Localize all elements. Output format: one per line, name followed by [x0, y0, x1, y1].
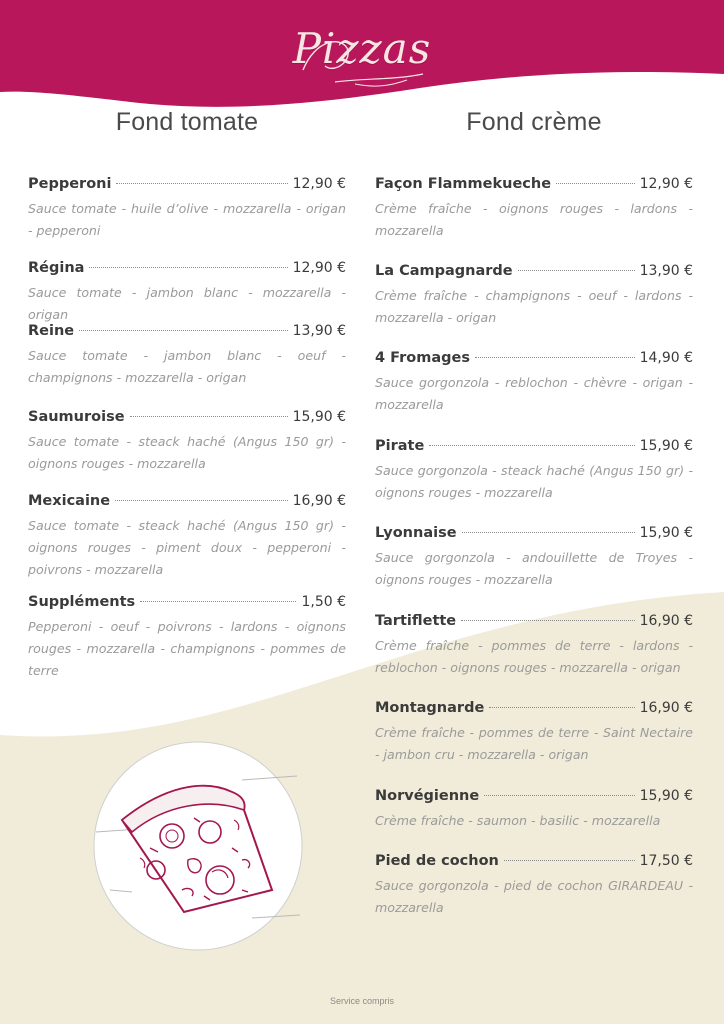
item-name: Tartiflette — [375, 613, 457, 629]
menu-item — [28, 594, 346, 682]
pizza-slice-illustration — [92, 740, 304, 952]
dot-leader — [130, 416, 288, 417]
menu-item — [28, 260, 346, 326]
item-price: 16,90 € — [639, 613, 693, 629]
item-description: Crème fraîche - pommes de terre - lardons - reblochon - oignons rouges - mozzarella - origan — [375, 638, 693, 675]
item-name: Montagnarde — [375, 700, 485, 716]
item-name: Norvégienne — [375, 788, 480, 804]
dot-leader — [429, 445, 634, 446]
menu-item — [375, 438, 693, 504]
cream-base-column — [375, 108, 693, 915]
tomato-base-column — [28, 108, 346, 678]
item-price: 17,50 € — [639, 853, 693, 869]
item-name: La Campagnarde — [375, 263, 513, 279]
item-description: Sauce gorgonzola - andouillette de Troyes - oignons rouges - mozzarella — [375, 550, 693, 587]
menu-item — [375, 700, 693, 766]
dot-leader — [518, 270, 635, 271]
dot-leader — [462, 532, 635, 533]
item-price: 15,90 € — [639, 788, 693, 804]
item-price: 12,90 € — [292, 260, 346, 276]
item-price: 16,90 € — [639, 700, 693, 716]
dot-leader — [79, 330, 287, 331]
item-name: Saumuroise — [28, 409, 125, 425]
item-name: Suppléments — [28, 594, 136, 610]
item-description: Sauce gorgonzola - steack haché (Angus 150 gr) - oignons rouges - mozzarella — [375, 463, 693, 500]
menu-item — [28, 493, 346, 581]
dot-leader — [140, 601, 296, 602]
dot-leader — [556, 183, 635, 184]
item-price: 13,90 € — [292, 323, 346, 339]
item-price: 15,90 € — [639, 438, 693, 454]
menu-item — [28, 409, 346, 475]
item-description: Crème fraîche - pommes de terre - Saint Nectaire - jambon cru - mozzarella - origan — [375, 725, 693, 762]
menu-item — [375, 350, 693, 416]
item-price: 13,90 € — [639, 263, 693, 279]
item-price: 12,90 € — [292, 176, 346, 192]
item-name: Lyonnaise — [375, 525, 457, 541]
item-price: 14,90 € — [639, 350, 693, 366]
item-description: Sauce gorgonzola - pied de cochon GIRARDEAU - mozzarella — [375, 878, 693, 915]
logo-text: Pizzas — [292, 23, 432, 73]
item-description: Crème fraîche - oignons rouges - lardons - mozzarella — [375, 201, 693, 238]
dot-leader — [489, 707, 634, 708]
logo-swash-decoration — [295, 30, 435, 90]
item-name: Pied de cochon — [375, 853, 499, 869]
dot-leader — [116, 183, 287, 184]
item-price: 1,50 € — [301, 594, 346, 610]
menu-item — [375, 263, 693, 329]
item-description: Sauce tomate - jambon blanc - mozzarella - origan — [28, 285, 346, 322]
item-description: Sauce tomate - steack haché (Angus 150 gr) - oignons rouges - mozzarella — [28, 434, 346, 471]
menu-item — [375, 525, 693, 591]
dot-leader — [475, 357, 635, 358]
item-description: Sauce tomate - steack haché (Angus 150 gr) - oignons rouges - piment doux - pepperoni - poivrons - mozzarella — [28, 518, 346, 577]
item-price: 15,90 € — [639, 525, 693, 541]
menu-item — [375, 853, 693, 919]
dot-leader — [484, 795, 634, 796]
menu-item — [375, 176, 693, 242]
dot-leader — [89, 267, 287, 268]
item-price: 12,90 € — [639, 176, 693, 192]
item-name: 4 Fromages — [375, 350, 470, 366]
column-title: Fond crème — [466, 108, 602, 136]
column-title: Fond tomate — [115, 108, 259, 136]
logo — [0, 8, 724, 88]
dot-leader — [461, 620, 634, 621]
item-description: Pepperoni - oeuf - poivrons - lardons - oignons rouges - mozzarella - champignons - pommes de terre — [28, 619, 346, 678]
dot-leader — [504, 860, 635, 861]
item-description: Sauce tomate - jambon blanc - oeuf - champignons - mozzarella - origan — [28, 348, 346, 385]
item-description: Sauce gorgonzola - reblochon - chèvre - origan - mozzarella — [375, 375, 693, 412]
item-name: Mexicaine — [28, 493, 111, 509]
item-price: 15,90 € — [292, 409, 346, 425]
menu-item — [375, 613, 693, 679]
menu-item — [28, 323, 346, 389]
menu-item — [375, 788, 693, 832]
menu-item — [28, 176, 346, 242]
item-description: Crème fraîche - champignons - oeuf - lardons - mozzarella - origan — [375, 288, 693, 325]
item-name: Pepperoni — [28, 176, 112, 192]
item-description: Sauce tomate - huile d’olive - mozzarella - origan - pepperoni — [28, 201, 346, 238]
item-name: Reine — [28, 323, 75, 339]
item-price: 16,90 € — [292, 493, 346, 509]
item-name: Pirate — [375, 438, 425, 454]
footer-note: Service compris — [329, 996, 394, 1006]
dot-leader — [115, 500, 287, 501]
item-description: Crème fraîche - saumon - basilic - mozzarella — [375, 813, 661, 828]
item-name: Régina — [28, 260, 85, 276]
item-name: Façon Flammekueche — [375, 176, 552, 192]
